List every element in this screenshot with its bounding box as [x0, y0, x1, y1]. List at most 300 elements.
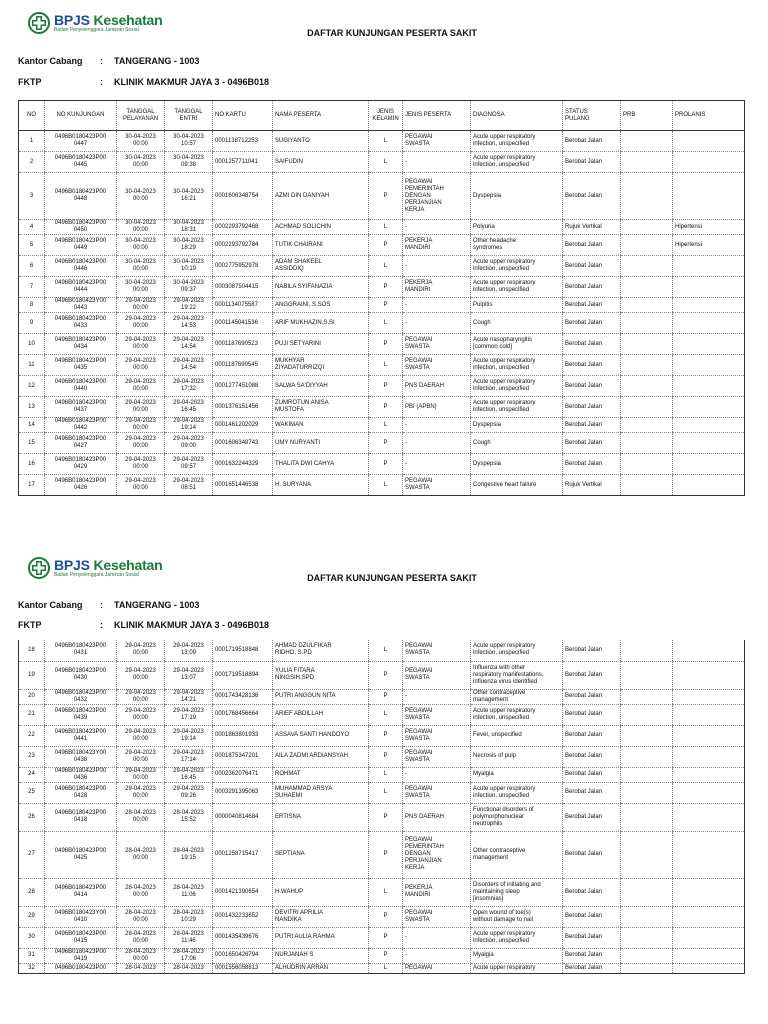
cell-prb — [621, 277, 673, 298]
cell-nama-peserta: PUTRI ANGGUN NITA — [273, 689, 369, 704]
cell-no: 25 — [19, 782, 45, 803]
cell-tanggal-entri: 30-04-2023 10:19 — [165, 256, 213, 277]
table-row — [19, 152, 745, 173]
cell-no: 8 — [19, 298, 45, 313]
cell-no: 16 — [19, 454, 45, 475]
table-row — [19, 725, 745, 746]
cell-tanggal-pelayanan: 29-04-2023 00:00 — [117, 433, 165, 454]
cell-jenis-peserta: PEKERJA MANDIRI — [403, 235, 471, 256]
cell-no-kartu: 0001435439676 — [213, 927, 273, 948]
cell-no-kartu: 0003291395063 — [213, 782, 273, 803]
cell-prb — [621, 640, 673, 661]
cell-tanggal-pelayanan: 28-04-2023 00:00 — [117, 831, 165, 878]
cell-tanggal-pelayanan: 28-04-2023 00:00 — [117, 803, 165, 831]
cell-tanggal-pelayanan: 29-04-2023 00:00 — [117, 334, 165, 355]
cell-nama-peserta: H.WAHUP — [273, 878, 369, 906]
cell-jenis-peserta: PEGAWAI PEMERINTAH DENGAN PERJANJIAN KERJA — [403, 831, 471, 878]
cell-jenis-peserta: - — [403, 927, 471, 948]
cell-diagnosa: Other headache syndromes — [471, 235, 563, 256]
cell-status-pulang: Berobat Jalan — [563, 803, 621, 831]
cell-status-pulang: Berobat Jalan — [563, 878, 621, 906]
cell-prb — [621, 334, 673, 355]
cell-tanggal-entri: 29-04-2023 16:45 — [165, 767, 213, 782]
cell-no-kartu: 0001719518894 — [213, 661, 273, 689]
table-row — [19, 782, 745, 803]
cell-tanggal-entri: 28-04-2023 19:15 — [165, 831, 213, 878]
cell-prb — [621, 767, 673, 782]
cell-no-kunjungan: 0496B0180423P00 0414 — [45, 878, 117, 906]
cell-jenis-kelamin: L — [369, 355, 403, 376]
cell-tanggal-entri: 28-04-2023 15:52 — [165, 803, 213, 831]
cell-jenis-kelamin: L — [369, 475, 403, 496]
col-tanggal-entri-header: TANGGAL ENTRI — [165, 101, 213, 131]
cell-no: 18 — [19, 640, 45, 661]
cell-status-pulang: Berobat Jalan — [563, 725, 621, 746]
cell-nama-peserta: ARIF MUKHAZIN.S.SI — [273, 313, 369, 334]
cell-no-kartu: 0002775952978 — [213, 256, 273, 277]
cell-no: 13 — [19, 397, 45, 418]
cell-no-kartu: 0001743428136 — [213, 689, 273, 704]
cell-no-kunjungan: 0496B0180423P00 0437 — [45, 397, 117, 418]
cell-diagnosa: Disorders of initiating and maintaining sleep [insomnias] — [471, 878, 563, 906]
cell-prb — [621, 220, 673, 235]
cell-status-pulang: Berobat Jalan — [563, 173, 621, 220]
cell-prolanis — [673, 661, 745, 689]
cell-no: 4 — [19, 220, 45, 235]
cell-diagnosa: Acute nasopharyngitis [common cold] — [471, 334, 563, 355]
cell-no-kartu: 0002362076471 — [213, 767, 273, 782]
col-no-kartu-header: NO KARTU — [213, 101, 273, 131]
kantor-cabang-row: Kantor Cabang : TANGERANG - 1003 — [18, 600, 200, 610]
cell-no: 11 — [19, 355, 45, 376]
cell-jenis-kelamin: P — [369, 173, 403, 220]
cell-jenis-peserta: - — [403, 220, 471, 235]
cell-prb — [621, 454, 673, 475]
cell-status-pulang: Berobat Jalan — [563, 689, 621, 704]
cell-no: 28 — [19, 878, 45, 906]
cell-tanggal-pelayanan: 30-04-2023 00:00 — [117, 131, 165, 152]
cell-prolanis — [673, 878, 745, 906]
cell-tanggal-pelayanan: 28-04-2023 — [117, 963, 165, 973]
table-row — [19, 767, 745, 782]
cell-jenis-kelamin: P — [369, 235, 403, 256]
cell-nama-peserta: SEPTIANA — [273, 831, 369, 878]
cell-nama-peserta: ASSAVA SANTI HANDOYO — [273, 725, 369, 746]
cell-no-kartu: 0001863801933 — [213, 725, 273, 746]
cell-diagnosa: Myalgia — [471, 767, 563, 782]
cell-nama-peserta: AILA ZADMI ARDIANSYAH — [273, 746, 369, 767]
cell-jenis-kelamin: P — [369, 433, 403, 454]
cell-jenis-peserta: PNS DAERAH — [403, 376, 471, 397]
table-row — [19, 131, 745, 152]
cell-tanggal-entri: 30-04-2023 09:38 — [165, 152, 213, 173]
cell-no-kartu: 0001421390654 — [213, 878, 273, 906]
cell-prolanis — [673, 746, 745, 767]
cell-jenis-kelamin: P — [369, 689, 403, 704]
cell-no-kartu: 0001258715417 — [213, 831, 273, 878]
cell-no: 27 — [19, 831, 45, 878]
cell-jenis-peserta: PEGAWAI PEMERINTAH DENGAN PERJANJIAN KERJA — [403, 173, 471, 220]
cell-tanggal-entri: 29-04-2023 19:14 — [165, 725, 213, 746]
cell-jenis-kelamin: L — [369, 152, 403, 173]
cell-no-kartu: 0001187690545 — [213, 355, 273, 376]
cell-no-kartu: 0001432233652 — [213, 906, 273, 927]
cell-no-kunjungan: 0496B0180423P00 0427 — [45, 433, 117, 454]
cell-nama-peserta: AHMAD DZULFIKAR RIDHO, S.PD — [273, 640, 369, 661]
cell-prolanis — [673, 131, 745, 152]
cell-no: 9 — [19, 313, 45, 334]
cell-tanggal-pelayanan: 29-04-2023 00:00 — [117, 704, 165, 725]
cell-jenis-kelamin: L — [369, 220, 403, 235]
cell-jenis-peserta: PEGAWAI SWASTA — [403, 475, 471, 496]
cell-tanggal-entri: 29-04-2023 16:45 — [165, 397, 213, 418]
cell-prb — [621, 131, 673, 152]
cell-jenis-peserta: PEGAWAI SWASTA — [403, 131, 471, 152]
cell-jenis-peserta: - — [403, 433, 471, 454]
cell-jenis-kelamin: L — [369, 963, 403, 973]
cell-tanggal-entri: 28-04-2023 11:46 — [165, 927, 213, 948]
cell-diagnosa: Acute upper respiratory infection, unspecified — [471, 277, 563, 298]
cell-tanggal-entri: 29-04-2023 14:54 — [165, 334, 213, 355]
cell-tanggal-entri: 28-04-2023 11:06 — [165, 878, 213, 906]
cell-jenis-peserta: PEGAWAI SWASTA — [403, 640, 471, 661]
cell-status-pulang: Berobat Jalan — [563, 298, 621, 313]
cell-nama-peserta: MUKHYAR ZIYADATURRIZQI — [273, 355, 369, 376]
cell-prb — [621, 704, 673, 725]
cell-nama-peserta: ROHMAT — [273, 767, 369, 782]
table-row — [19, 397, 745, 418]
brand-name: BPJS Kesehatan — [54, 12, 163, 28]
cell-no-kunjungan: 0496B0180423P00 0439 — [45, 704, 117, 725]
cell-jenis-peserta: - — [403, 454, 471, 475]
cell-tanggal-entri: 30-04-2023 18:29 — [165, 235, 213, 256]
cell-prolanis — [673, 433, 745, 454]
cell-jenis-kelamin: P — [369, 746, 403, 767]
cell-no-kartu: 0001134075587 — [213, 298, 273, 313]
cell-status-pulang: Berobat Jalan — [563, 152, 621, 173]
cell-prolanis — [673, 313, 745, 334]
table-row — [19, 256, 745, 277]
cell-prb — [621, 746, 673, 767]
cell-prb — [621, 948, 673, 963]
cell-no-kartu: 0001650426794 — [213, 948, 273, 963]
cell-jenis-peserta: PEKERJA MANDIRI — [403, 878, 471, 906]
cell-diagnosa: Acute upper respiratory infection, unspecified — [471, 782, 563, 803]
cell-status-pulang: Berobat Jalan — [563, 433, 621, 454]
cell-tanggal-pelayanan: 30-04-2023 00:00 — [117, 152, 165, 173]
cell-jenis-kelamin: P — [369, 454, 403, 475]
cell-status-pulang: Berobat Jalan — [563, 256, 621, 277]
cell-nama-peserta: PUTRI AULIA RAHMA — [273, 927, 369, 948]
cell-prb — [621, 235, 673, 256]
cell-no-kunjungan: 0496B0180423P00 0432 — [45, 689, 117, 704]
cell-jenis-peserta: - — [403, 256, 471, 277]
cell-jenis-kelamin: P — [369, 831, 403, 878]
cell-jenis-peserta: PEGAWAI SWASTA — [403, 782, 471, 803]
cell-no-kartu: 0001277451088 — [213, 376, 273, 397]
cell-no-kartu: 0001875347201 — [213, 746, 273, 767]
cell-status-pulang: Berobat Jalan — [563, 661, 621, 689]
cell-prolanis — [673, 803, 745, 831]
table-row — [19, 313, 745, 334]
cell-prolanis — [673, 397, 745, 418]
cell-diagnosa: Cough — [471, 313, 563, 334]
cell-jenis-kelamin: L — [369, 704, 403, 725]
cell-jenis-kelamin: L — [369, 640, 403, 661]
cell-no: 21 — [19, 704, 45, 725]
table-row — [19, 433, 745, 454]
cell-nama-peserta: SALWA SA'DIYYAH — [273, 376, 369, 397]
cell-no-kunjungan: 0496B0180423P00 0415 — [45, 927, 117, 948]
cell-diagnosa: Other contraceptive management — [471, 689, 563, 704]
cell-status-pulang: Berobat Jalan — [563, 277, 621, 298]
cell-tanggal-entri: 29-04-2023 17:32 — [165, 376, 213, 397]
cell-tanggal-pelayanan: 28-04-2023 00:00 — [117, 878, 165, 906]
table-row — [19, 475, 745, 496]
cell-nama-peserta: MUHAMMAD ARSYA SUHAEMI — [273, 782, 369, 803]
cell-prb — [621, 906, 673, 927]
cell-nama-peserta: ZUMROTUN ANISA MUSTOFA — [273, 397, 369, 418]
cell-prb — [621, 475, 673, 496]
table-row — [19, 235, 745, 256]
cell-status-pulang: Berobat Jalan — [563, 131, 621, 152]
cell-no-kartu: 0000040814684 — [213, 803, 273, 831]
cell-prolanis — [673, 355, 745, 376]
cell-prolanis — [673, 418, 745, 433]
document-title: DAFTAR KUNJUNGAN PESERTA SAKIT — [307, 573, 477, 583]
cell-jenis-kelamin: P — [369, 376, 403, 397]
cell-diagnosa: Open wound of toe(s) without damage to nail — [471, 906, 563, 927]
cell-tanggal-pelayanan: 29-04-2023 00:00 — [117, 298, 165, 313]
cell-prb — [621, 256, 673, 277]
cell-no-kunjungan: 0496B0180423P00 0429 — [45, 454, 117, 475]
cell-no-kartu: 0001556058813 — [213, 963, 273, 973]
cell-tanggal-pelayanan: 29-04-2023 00:00 — [117, 640, 165, 661]
cell-diagnosa: Dyspepsia — [471, 454, 563, 475]
cell-tanggal-entri: 29-04-2023 17:14 — [165, 746, 213, 767]
cell-prolanis — [673, 277, 745, 298]
cell-no-kunjungan: 0496B0180423P00 0440 — [45, 376, 117, 397]
cell-no-kartu: 0001606348754 — [213, 173, 273, 220]
cell-status-pulang: Berobat Jalan — [563, 397, 621, 418]
cell-status-pulang: Berobat Jalan — [563, 746, 621, 767]
cell-jenis-peserta: PEGAWAI SWASTA — [403, 355, 471, 376]
cell-no: 12 — [19, 376, 45, 397]
cell-jenis-kelamin: L — [369, 782, 403, 803]
table-row — [19, 334, 745, 355]
fktp-row: FKTP : KLINIK MAKMUR JAYA 3 - 0496B018 — [18, 77, 270, 87]
cell-status-pulang: Berobat Jalan — [563, 355, 621, 376]
cell-tanggal-pelayanan: 30-04-2023 00:00 — [117, 173, 165, 220]
table-row — [19, 948, 745, 963]
cell-prolanis — [673, 256, 745, 277]
cell-no: 1 — [19, 131, 45, 152]
table-row — [19, 704, 745, 725]
table-row — [19, 277, 745, 298]
brand-tagline: Badan Penyelenggara Jaminan Sosial — [54, 572, 139, 578]
cell-no-kunjungan: 0496B0180423P00 0434 — [45, 334, 117, 355]
cell-jenis-peserta: - — [403, 152, 471, 173]
cell-tanggal-entri: 29-04-2023 13:07 — [165, 661, 213, 689]
cell-jenis-peserta: - — [403, 948, 471, 963]
cell-diagnosa: Pulpitis — [471, 298, 563, 313]
cell-jenis-peserta: PEKERJA MANDIRI — [403, 277, 471, 298]
cell-jenis-kelamin: P — [369, 298, 403, 313]
cell-diagnosa: Dyspepsia — [471, 173, 563, 220]
cell-jenis-kelamin: L — [369, 313, 403, 334]
table-row — [19, 220, 745, 235]
cell-tanggal-pelayanan: 29-04-2023 00:00 — [117, 725, 165, 746]
cell-nama-peserta: TUTIK CHAIRANI — [273, 235, 369, 256]
cell-no-kunjungan: 0496B0180423Y00 0443 — [45, 298, 117, 313]
table-row — [19, 355, 745, 376]
cell-no: 32 — [19, 963, 45, 973]
table-row — [19, 376, 745, 397]
cell-prb — [621, 173, 673, 220]
cell-tanggal-pelayanan: 29-04-2023 00:00 — [117, 376, 165, 397]
cell-tanggal-entri: 29-04-2023 09:00 — [165, 433, 213, 454]
cell-prolanis — [673, 906, 745, 927]
cell-no-kunjungan: 0496B0180423P00 0431 — [45, 640, 117, 661]
cell-prolanis — [673, 927, 745, 948]
cell-nama-peserta: ANGGRAINI, S.SOS — [273, 298, 369, 313]
cell-no-kartu: 0001461202029 — [213, 418, 273, 433]
cell-no-kartu: 0001187690523 — [213, 334, 273, 355]
cell-tanggal-entri: 29-04-2023 17:19 — [165, 704, 213, 725]
kantor-cabang-row: Kantor Cabang : TANGERANG - 1003 — [18, 56, 200, 66]
cell-tanggal-entri: 30-04-2023 18:31 — [165, 220, 213, 235]
cell-prolanis — [673, 948, 745, 963]
cell-prb — [621, 725, 673, 746]
cell-jenis-peserta: PEGAWAI SWASTA — [403, 746, 471, 767]
cell-status-pulang: Berobat Jalan — [563, 454, 621, 475]
cell-status-pulang: Berobat Jalan — [563, 235, 621, 256]
cell-tanggal-pelayanan: 29-04-2023 00:00 — [117, 454, 165, 475]
cell-prb — [621, 782, 673, 803]
cell-nama-peserta: NURJANAH S — [273, 948, 369, 963]
cell-diagnosa: Congestive heart failure — [471, 475, 563, 496]
table-row — [19, 831, 745, 878]
cell-prolanis — [673, 173, 745, 220]
cell-prolanis — [673, 640, 745, 661]
cell-prolanis — [673, 376, 745, 397]
col-jenis-kelamin-header: JENIS KELAMIN — [369, 101, 403, 131]
cell-status-pulang: Berobat Jalan — [563, 963, 621, 973]
cell-no: 23 — [19, 746, 45, 767]
table-row — [19, 454, 745, 475]
cell-prolanis — [673, 334, 745, 355]
cell-no-kunjungan: 0496B0180423P00 0442 — [45, 418, 117, 433]
cell-status-pulang: Berobat Jalan — [563, 906, 621, 927]
cell-jenis-kelamin: P — [369, 334, 403, 355]
cell-tanggal-entri: 30-04-2023 09:37 — [165, 277, 213, 298]
cell-no-kunjungan: 0496B0180423P00 0444 — [45, 277, 117, 298]
cell-no: 5 — [19, 235, 45, 256]
cell-tanggal-pelayanan: 29-04-2023 00:00 — [117, 313, 165, 334]
cell-diagnosa: Necrosis of pulp — [471, 746, 563, 767]
cell-nama-peserta: AZMI DIN DANIYAH — [273, 173, 369, 220]
cell-jenis-kelamin: L — [369, 418, 403, 433]
table-row — [19, 298, 745, 313]
cell-no: 2 — [19, 152, 45, 173]
cell-tanggal-pelayanan: 28-04-2023 00:00 — [117, 906, 165, 927]
cell-diagnosa: Acute upper respiratory infection, unspecified — [471, 704, 563, 725]
cell-status-pulang: Berobat Jalan — [563, 313, 621, 334]
cell-prb — [621, 803, 673, 831]
cell-nama-peserta: DEVITRI APRILIA NANDIKA — [273, 906, 369, 927]
cell-prb — [621, 661, 673, 689]
cell-tanggal-entri: 29-04-2023 13:09 — [165, 640, 213, 661]
cell-prolanis — [673, 298, 745, 313]
cell-diagnosa: Acute upper respiratory infection, unspecified — [471, 927, 563, 948]
cell-status-pulang: Berobat Jalan — [563, 418, 621, 433]
col-nama-peserta-header: NAMA PESERTA — [273, 101, 369, 131]
brand-tagline: Badan Penyelenggara Jaminan Sosial — [54, 27, 139, 33]
cell-prb — [621, 376, 673, 397]
cell-nama-peserta: THALITA DWI CAHYA — [273, 454, 369, 475]
cell-jenis-peserta: PEGAWAI SWASTA — [403, 661, 471, 689]
table-row — [19, 963, 745, 973]
cell-tanggal-entri: 29-04-2023 19:22 — [165, 298, 213, 313]
cell-tanggal-entri: 28-04-2023 — [165, 963, 213, 973]
cell-nama-peserta: SUGIYANTO — [273, 131, 369, 152]
cell-tanggal-entri: 29-04-2023 08:51 — [165, 475, 213, 496]
report-page-2 — [0, 545, 768, 1024]
cell-no-kunjungan: 0496B0180423P00 0445 — [45, 152, 117, 173]
table-row — [19, 803, 745, 831]
cell-no: 31 — [19, 948, 45, 963]
cell-status-pulang: Berobat Jalan — [563, 927, 621, 948]
cell-prolanis: Hipertensi — [673, 220, 745, 235]
cell-no-kunjungan: 0496B0180423P00 0436 — [45, 767, 117, 782]
cell-prb — [621, 355, 673, 376]
table-row — [19, 661, 745, 689]
cell-nama-peserta: NABILA SYIFANAZIA — [273, 277, 369, 298]
cell-prb — [621, 298, 673, 313]
cell-tanggal-pelayanan: 29-04-2023 00:00 — [117, 475, 165, 496]
cell-no-kunjungan: 0496B0180423Y00 0410 — [45, 906, 117, 927]
table-row — [19, 906, 745, 927]
cell-nama-peserta: ADAM SHAKEEL ASSIDDIQ — [273, 256, 369, 277]
table-header-row — [19, 101, 745, 131]
cell-jenis-peserta: - — [403, 767, 471, 782]
cell-nama-peserta: ARIEF ABDILLAH — [273, 704, 369, 725]
cell-diagnosa: Acute upper respiratory — [471, 963, 563, 973]
col-prb-header: PRB — [621, 101, 673, 131]
col-no-header: NO — [19, 101, 45, 131]
cell-tanggal-entri: 30-04-2023 16:21 — [165, 173, 213, 220]
cell-prolanis — [673, 689, 745, 704]
cell-jenis-kelamin: L — [369, 131, 403, 152]
cell-nama-peserta: PUJI SETYARINI — [273, 334, 369, 355]
cell-prb — [621, 831, 673, 878]
cell-no-kunjungan: 0496B0180423P00 — [45, 963, 117, 973]
cell-no-kunjungan: 0496B0180423P00 0441 — [45, 725, 117, 746]
cell-prolanis — [673, 475, 745, 496]
cell-tanggal-pelayanan: 29-04-2023 00:00 — [117, 355, 165, 376]
cell-tanggal-pelayanan: 30-04-2023 00:00 — [117, 220, 165, 235]
cell-status-pulang: Berobat Jalan — [563, 767, 621, 782]
cell-tanggal-entri: 29-04-2023 09:26 — [165, 782, 213, 803]
cell-status-pulang: Rujuk Vertikal — [563, 475, 621, 496]
cell-no-kartu: 0002293792468 — [213, 220, 273, 235]
cell-jenis-peserta: - — [403, 313, 471, 334]
cell-tanggal-pelayanan: 29-04-2023 00:00 — [117, 418, 165, 433]
cell-status-pulang: Berobat Jalan — [563, 376, 621, 397]
cell-jenis-peserta: PEGAWAI SWASTA — [403, 725, 471, 746]
cell-no: 6 — [19, 256, 45, 277]
table-row — [19, 173, 745, 220]
